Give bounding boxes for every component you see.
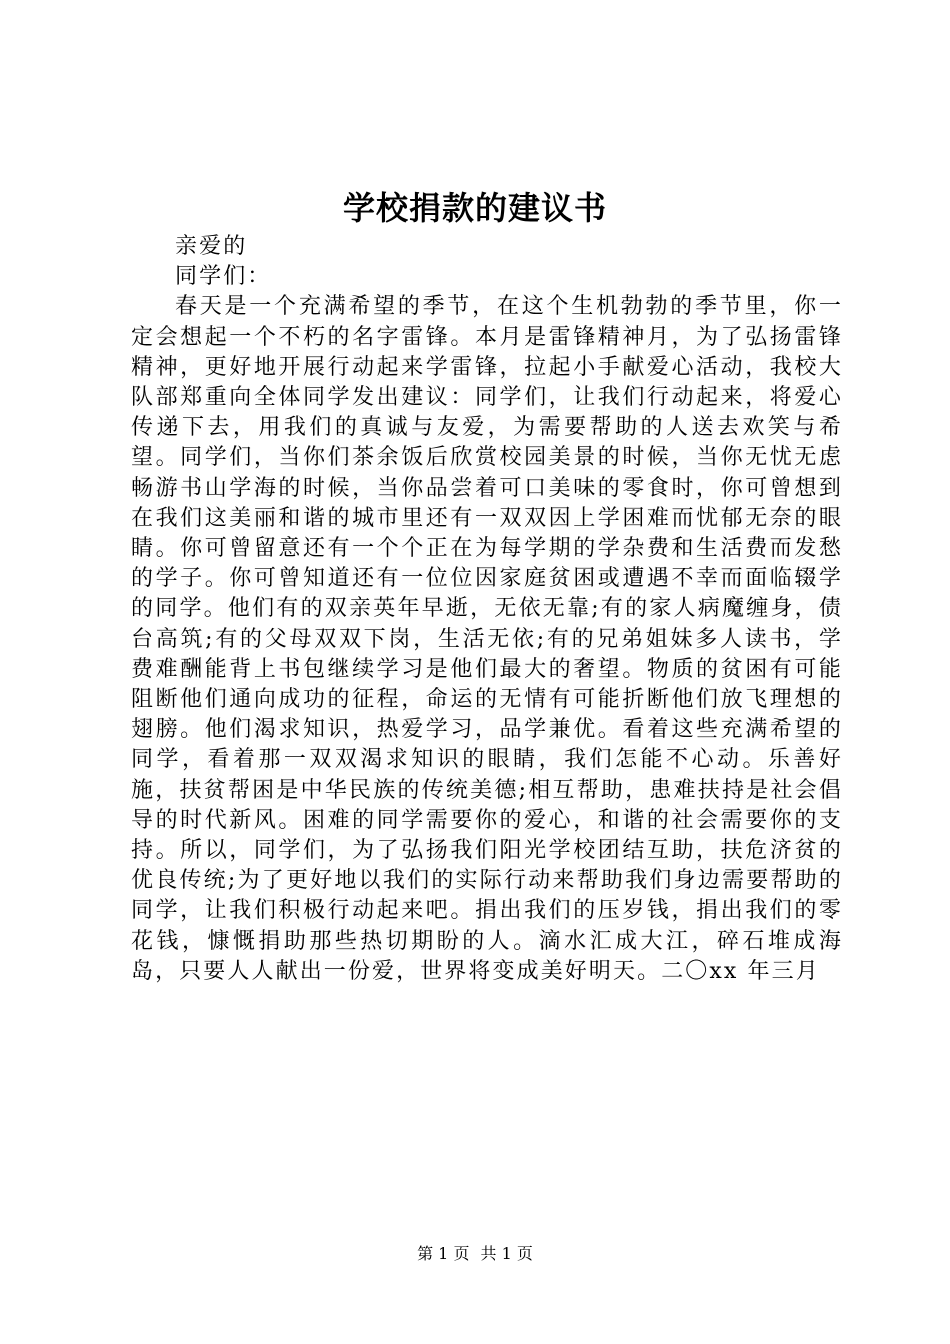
page-title: 学校捐款的建议书 <box>342 189 607 227</box>
body-paragraph: 春天是一个充满希望的季节，在这个生机勃勃的季节里，你一定会想起一个不朽的名字雷锋。本月是雷锋精神月，为了弘扬雷锋精神，更好地开展行动起来学雷锋，拉起小手献爱心活动，我校大队部郑重向全体同学发出建议：同学们，让我们行动起来，将爱心传递下去，用我们的真诚与友爱，为需要帮助的人送去欢笑与希望。同学们，当你们茶余饭后欣赏校园美景的时候，当你无忧无虑畅游书山学海的时候，当你品尝着可口美味的零食时，你可曾想到在我们这美丽和谐的城市里还有一双双因上学困难而忧郁无奈的眼睛。你可曾留意还有一个个正在为每学期的学杂费和生活费而发愁的学子。你可曾知道还有一位位因家庭贫困或遭遇不幸而面临辍学的同学。他们有的双亲英年早逝，无依无靠;有的家人病魔缠身，债台高筑;有的父母双双下岗，生活无依;有的兄弟姐妹多人读书，学费难酬能背上书包继续学习是他们最大的奢望。物质的贫困有可能阻断他们通向成功的征程，命运的无情有可能折断他们放飞理想的翅膀。他们渴求知识，热爱学习，品学兼优。看着这些充满希望的同学，看着那一双双渴求知识的眼睛，我们怎能不心动。乐善好施，扶贫帮困是中华民族的传统美德;相互帮助，患难扶持是社会倡导的时代新风。困难的同学需要你的爱心，和谐的社会需要你的支持。所以，同学们，为了弘扬我们阳光学校团结互助，扶危济贫的优良传统;为了更好地以我们的实际行动来帮助我们身边需要帮助的同学，让我们积极行动起来吧。捐出我们的压岁钱，捐出我们的零花钱，慷慨捐助那些热切期盼的人。滴水汇成大江，碎石堆成海岛，只要人人献出一份爱，世界将变成美好明天。二〇xx 年三月 <box>131 294 843 984</box>
document-body <box>131 232 843 987</box>
page-number: 第 1 页 <box>417 1244 470 1263</box>
salutation-line-2: 同学们： <box>175 264 272 290</box>
page-total: 共 1 页 <box>480 1244 533 1263</box>
page-footer <box>0 1242 950 1266</box>
salutation-line-1: 亲爱的 <box>175 234 248 259</box>
